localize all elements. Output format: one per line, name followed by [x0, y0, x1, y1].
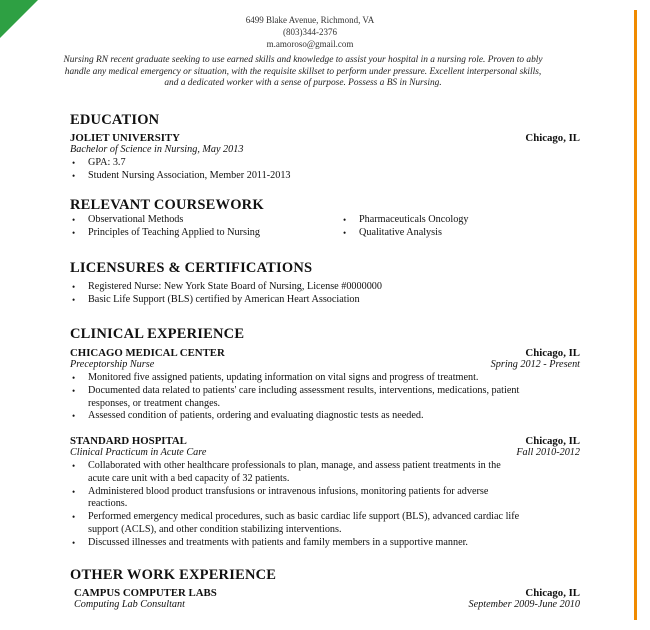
job-location: Chicago, IL	[525, 347, 580, 359]
contact-email: m.amoroso@gmail.com	[266, 39, 354, 49]
job-org: STANDARD HOSPITAL	[70, 435, 187, 447]
contact-address: 6499 Blake Avenue, Richmond, VA	[245, 15, 375, 25]
job-location: Chicago, IL	[525, 587, 580, 599]
job-location: Chicago, IL	[525, 435, 580, 447]
list-item: • Registered Nurse: New York State Board of Nursing, License #0000000	[70, 281, 382, 294]
job-title: Clinical Practicum in Acute Care	[70, 447, 207, 458]
education-list	[70, 157, 291, 183]
licensures-list	[70, 281, 382, 307]
list-item: • Performed emergency medical procedures, such as basic cardiac life support (BLS), advanced cardiac life support (ACLS), and other condition stabilizing interventions.	[70, 511, 520, 537]
list-item: • Pharmaceuticals Oncology	[341, 214, 468, 227]
other-work-heading: OTHER WORK EXPERIENCE	[70, 567, 277, 583]
education-degree: Bachelor of Science in Nursing, May 2013	[70, 144, 244, 155]
education-heading: EDUCATION	[70, 112, 160, 128]
clinical-heading: CLINICAL EXPERIENCE	[70, 326, 245, 342]
education-school: JOLIET UNIVERSITY	[70, 132, 180, 144]
job-dates: Spring 2012 - Present	[490, 359, 580, 370]
contact-phone: (803)344-2376	[283, 27, 337, 37]
list-item: • GPA: 3.7	[70, 157, 291, 170]
job-org: CAMPUS COMPUTER LABS	[74, 587, 217, 599]
job-title: Preceptorship Nurse	[70, 359, 155, 370]
objective-summary: Nursing RN recent graduate seeking to use earned skills and knowledge to assist your hospital in a nursing role. Proven to ably handle any medical emergency or situation, with the requisite skillset to perform under pressure. Excellent interpersonal skills, and a dedicated worker with a sense of purpose. Possess a BS in Nursing.	[63, 55, 543, 89]
job-dates: September 2009-June 2010	[468, 599, 580, 610]
list-item: • Administered blood product transfusions or intravenous infusions, monitoring patients for adverse reactions.	[70, 486, 520, 512]
job-org: CHICAGO MEDICAL CENTER	[70, 347, 225, 359]
coursework-list-left	[70, 214, 260, 240]
job-duties-list	[70, 460, 520, 550]
list-item: • Discussed illnesses and treatments with patients and family members in a supportive manner.	[70, 537, 520, 550]
job-duties-list	[70, 372, 520, 423]
list-item: • Assessed condition of patients, ordering and evaluating diagnostic tests as needed.	[70, 410, 520, 423]
list-item: • Basic Life Support (BLS) certified by American Heart Association	[70, 294, 382, 307]
list-item: • Qualitative Analysis	[341, 227, 468, 240]
education-location: Chicago, IL	[525, 132, 580, 144]
job-dates: Fall 2010-2012	[516, 447, 580, 458]
contact-block	[170, 14, 450, 50]
list-item: • Documented data related to patients' care including assessment results, interventions, medications, patient responses, or treatment changes.	[70, 385, 520, 411]
job-title: Computing Lab Consultant	[74, 599, 185, 610]
list-item: • Collaborated with other healthcare professionals to plan, manage, and assess patient treatments in the acute care unit with a bed capacity of 32 patients.	[70, 460, 520, 486]
coursework-list-right	[341, 214, 468, 240]
page-border-rule	[634, 10, 637, 620]
list-item: • Principles of Teaching Applied to Nursing	[70, 227, 260, 240]
coursework-heading: RELEVANT COURSEWORK	[70, 197, 264, 213]
list-item: • Student Nursing Association, Member 2011-2013	[70, 170, 291, 183]
list-item: • Observational Methods	[70, 214, 260, 227]
list-item: • Monitored five assigned patients, updating information on vital signs and progress of treatment.	[70, 372, 520, 385]
licensures-heading: LICENSURES & CERTIFICATIONS	[70, 260, 313, 276]
